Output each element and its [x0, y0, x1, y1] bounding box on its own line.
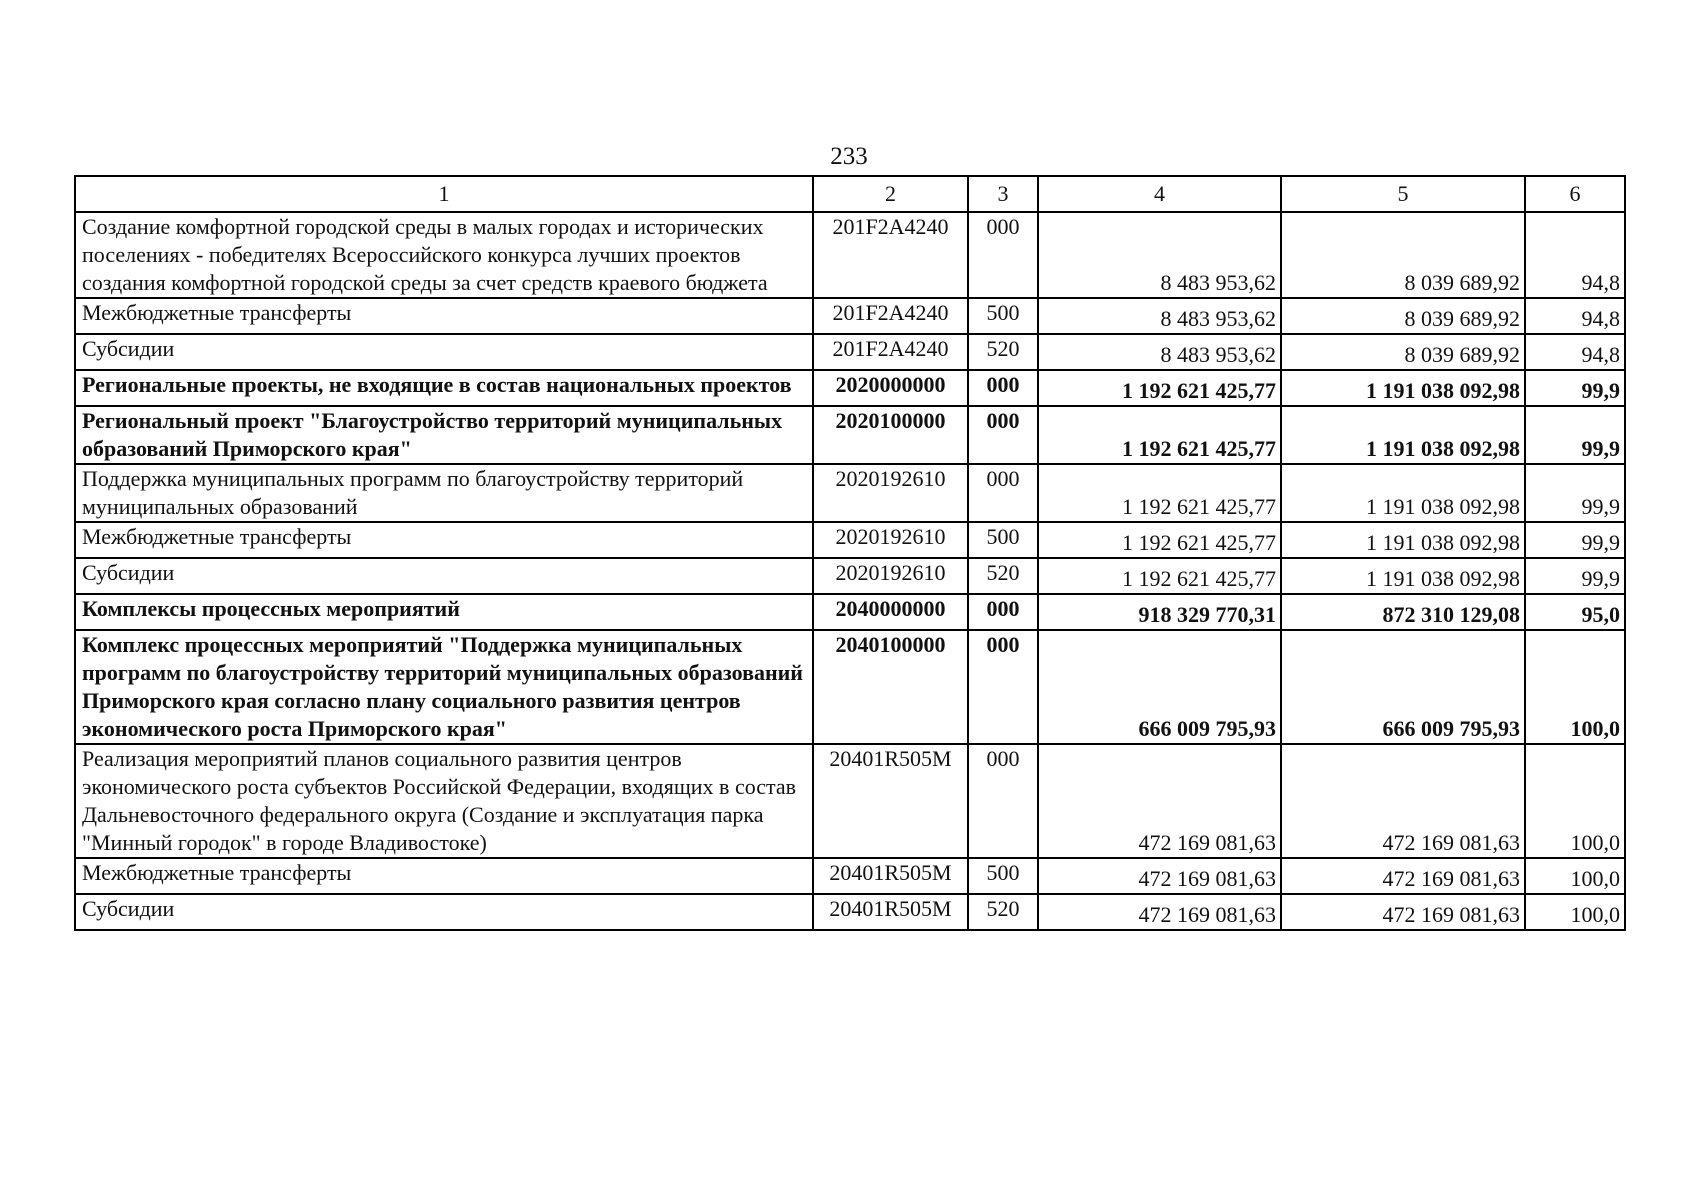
table-row	[75, 406, 1625, 464]
row-code-cell: 2040000000	[813, 594, 968, 630]
row-planned-amount-cell: 472 169 081,63	[1038, 858, 1281, 894]
row-code-cell: 2020192610	[813, 558, 968, 594]
row-type-cell: 000	[968, 594, 1038, 630]
row-code-cell: 201F2A4240	[813, 334, 968, 370]
row-name-cell: Региональные проекты, не входящие в состав национальных проектов	[75, 370, 813, 406]
budget-table	[74, 175, 1626, 931]
column-header: 3	[968, 176, 1038, 212]
row-code-cell: 201F2A4240	[813, 298, 968, 334]
row-actual-amount-cell: 1 191 038 092,98	[1281, 558, 1525, 594]
row-code-cell: 20401R505M	[813, 894, 968, 930]
row-code-cell: 20401R505M	[813, 744, 968, 858]
table-row	[75, 630, 1625, 744]
row-percent-cell: 99,9	[1525, 370, 1625, 406]
row-type-cell: 000	[968, 464, 1038, 522]
row-code-cell: 201F2A4240	[813, 212, 968, 298]
row-name-cell: Региональный проект "Благоустройство территорий муниципальных образований Приморского края"	[75, 406, 813, 464]
row-percent-cell: 100,0	[1525, 858, 1625, 894]
row-type-cell: 500	[968, 298, 1038, 334]
row-type-cell: 000	[968, 630, 1038, 744]
row-name-cell: Комплексы процессных мероприятий	[75, 594, 813, 630]
table-row	[75, 212, 1625, 298]
row-name-cell: Субсидии	[75, 334, 813, 370]
row-percent-cell: 94,8	[1525, 298, 1625, 334]
row-name-cell: Поддержка муниципальных программ по благоустройству территорий муниципальных образований	[75, 464, 813, 522]
row-actual-amount-cell: 8 039 689,92	[1281, 298, 1525, 334]
row-actual-amount-cell: 872 310 129,08	[1281, 594, 1525, 630]
row-actual-amount-cell: 8 039 689,92	[1281, 334, 1525, 370]
row-planned-amount-cell: 1 192 621 425,77	[1038, 558, 1281, 594]
row-actual-amount-cell: 1 191 038 092,98	[1281, 522, 1525, 558]
row-planned-amount-cell: 472 169 081,63	[1038, 744, 1281, 858]
table-row	[75, 370, 1625, 406]
row-type-cell: 520	[968, 334, 1038, 370]
row-type-cell: 000	[968, 744, 1038, 858]
row-code-cell: 2020192610	[813, 464, 968, 522]
row-actual-amount-cell: 472 169 081,63	[1281, 894, 1525, 930]
table-row	[75, 334, 1625, 370]
column-header: 6	[1525, 176, 1625, 212]
column-header: 1	[75, 176, 813, 212]
row-name-cell: Реализация мероприятий планов социального развития центров экономического роста субъектов Российской Федерации, входящих в состав Дальневосточного федерального округа (Создание и эксплуатация парка "Минный городок" в городе Владивостоке)	[75, 744, 813, 858]
row-planned-amount-cell: 8 483 953,62	[1038, 212, 1281, 298]
row-percent-cell: 94,8	[1525, 334, 1625, 370]
row-name-cell: Межбюджетные трансферты	[75, 298, 813, 334]
row-code-cell: 20401R505M	[813, 858, 968, 894]
row-actual-amount-cell: 1 191 038 092,98	[1281, 406, 1525, 464]
column-header: 4	[1038, 176, 1281, 212]
column-header: 5	[1281, 176, 1525, 212]
row-type-cell: 520	[968, 894, 1038, 930]
row-code-cell: 2020192610	[813, 522, 968, 558]
row-actual-amount-cell: 1 191 038 092,98	[1281, 370, 1525, 406]
row-planned-amount-cell: 1 192 621 425,77	[1038, 370, 1281, 406]
row-percent-cell: 99,9	[1525, 522, 1625, 558]
row-actual-amount-cell: 666 009 795,93	[1281, 630, 1525, 744]
page-number: 233	[830, 143, 868, 170]
row-code-cell: 2040100000	[813, 630, 968, 744]
row-percent-cell: 94,8	[1525, 212, 1625, 298]
row-percent-cell: 100,0	[1525, 894, 1625, 930]
row-percent-cell: 100,0	[1525, 744, 1625, 858]
table-row	[75, 298, 1625, 334]
row-actual-amount-cell: 8 039 689,92	[1281, 212, 1525, 298]
table-row	[75, 558, 1625, 594]
row-type-cell: 000	[968, 212, 1038, 298]
table-row	[75, 464, 1625, 522]
row-type-cell: 500	[968, 858, 1038, 894]
row-name-cell: Субсидии	[75, 558, 813, 594]
row-type-cell: 000	[968, 406, 1038, 464]
row-percent-cell: 99,9	[1525, 464, 1625, 522]
row-name-cell: Создание комфортной городской среды в малых городах и исторических поселениях - победителях Всероссийского конкурса лучших проектов создания комфортной городской среды за счет средств краевого бюджета	[75, 212, 813, 298]
row-planned-amount-cell: 1 192 621 425,77	[1038, 406, 1281, 464]
table-body	[75, 176, 1625, 930]
row-name-cell: Межбюджетные трансферты	[75, 522, 813, 558]
row-actual-amount-cell: 472 169 081,63	[1281, 744, 1525, 858]
row-planned-amount-cell: 1 192 621 425,77	[1038, 464, 1281, 522]
row-actual-amount-cell: 472 169 081,63	[1281, 858, 1525, 894]
row-actual-amount-cell: 1 191 038 092,98	[1281, 464, 1525, 522]
row-planned-amount-cell: 472 169 081,63	[1038, 894, 1281, 930]
row-type-cell: 500	[968, 522, 1038, 558]
table-row	[75, 858, 1625, 894]
row-name-cell: Комплекс процессных мероприятий "Поддержка муниципальных программ по благоустройству территорий муниципальных образований Приморского края согласно плану социального развития центров экономического роста Приморского края"	[75, 630, 813, 744]
table-row	[75, 522, 1625, 558]
row-code-cell: 2020000000	[813, 370, 968, 406]
row-name-cell: Субсидии	[75, 894, 813, 930]
table-row	[75, 744, 1625, 858]
row-code-cell: 2020100000	[813, 406, 968, 464]
table-row	[75, 894, 1625, 930]
row-percent-cell: 95,0	[1525, 594, 1625, 630]
row-planned-amount-cell: 8 483 953,62	[1038, 298, 1281, 334]
row-planned-amount-cell: 666 009 795,93	[1038, 630, 1281, 744]
header-row	[75, 176, 1625, 212]
row-percent-cell: 99,9	[1525, 406, 1625, 464]
table-row	[75, 594, 1625, 630]
row-planned-amount-cell: 8 483 953,62	[1038, 334, 1281, 370]
row-planned-amount-cell: 918 329 770,31	[1038, 594, 1281, 630]
row-type-cell: 000	[968, 370, 1038, 406]
row-type-cell: 520	[968, 558, 1038, 594]
row-percent-cell: 99,9	[1525, 558, 1625, 594]
row-percent-cell: 100,0	[1525, 630, 1625, 744]
row-planned-amount-cell: 1 192 621 425,77	[1038, 522, 1281, 558]
column-header: 2	[813, 176, 968, 212]
row-name-cell: Межбюджетные трансферты	[75, 858, 813, 894]
